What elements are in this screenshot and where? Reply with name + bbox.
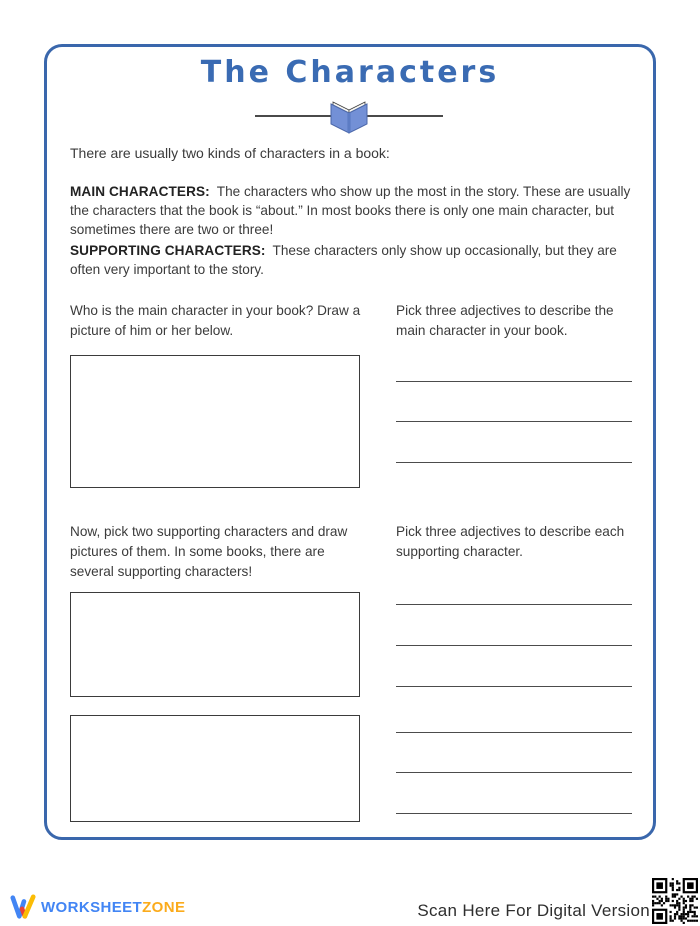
definition-main-characters bbox=[70, 182, 638, 239]
intro-text: There are usually two kinds of characters in a book: bbox=[70, 145, 390, 161]
prompt-supporting-characters-draw: Now, pick two supporting characters and draw pictures of them. In some books, there are several supporting characters! bbox=[70, 524, 348, 579]
page-title: The Characters bbox=[200, 55, 500, 90]
open-book-icon bbox=[329, 99, 369, 134]
answer-lines-supporting-characters bbox=[396, 604, 632, 817]
scan-here-text: Scan Here For Digital Version bbox=[417, 901, 650, 920]
answer-line[interactable] bbox=[396, 604, 632, 605]
answer-line[interactable] bbox=[396, 686, 632, 687]
drawing-box-supporting-character-2[interactable] bbox=[70, 715, 360, 822]
brand-name-worksheet: WORKSHEET bbox=[41, 898, 143, 916]
answer-line[interactable] bbox=[396, 462, 632, 463]
drawing-box-main-character[interactable] bbox=[70, 355, 360, 488]
definition-main-label: MAIN CHARACTERS: bbox=[70, 183, 210, 199]
page-footer bbox=[0, 870, 700, 926]
answer-line[interactable] bbox=[396, 421, 632, 422]
qr-code-icon bbox=[652, 878, 698, 924]
definition-main-text: The characters who show up the most in the story. These are usually the characters that the book is “about.” In most books there is only one main character, but sometimes there are two or three! bbox=[70, 183, 631, 237]
definition-supporting-label: SUPPORTING CHARACTERS: bbox=[70, 242, 266, 258]
prompt-supporting-characters-adjectives: Pick three adjectives to describe each supporting character. bbox=[396, 524, 625, 559]
answer-line[interactable] bbox=[396, 732, 632, 733]
answer-line[interactable] bbox=[396, 813, 632, 814]
worksheetzone-logo bbox=[10, 892, 185, 922]
definition-supporting-characters bbox=[70, 241, 638, 279]
brand-name bbox=[41, 899, 185, 916]
answer-line[interactable] bbox=[396, 645, 632, 646]
answer-line[interactable] bbox=[396, 772, 632, 773]
answer-lines-main-character bbox=[396, 381, 632, 466]
answer-line[interactable] bbox=[396, 381, 632, 382]
brand-name-zone: ZONE bbox=[142, 898, 186, 916]
prompt-main-character-draw: Who is the main character in your book? Draw a picture of him or her below. bbox=[70, 303, 361, 338]
drawing-box-supporting-character-1[interactable] bbox=[70, 592, 360, 697]
worksheet-card bbox=[44, 44, 656, 840]
worksheetzone-w-icon bbox=[10, 892, 36, 922]
definition-supporting-text: These characters only show up occasionally, but they are often very important to the story. bbox=[70, 242, 617, 277]
prompt-main-character-adjectives: Pick three adjectives to describe the main character in your book. bbox=[396, 303, 614, 338]
